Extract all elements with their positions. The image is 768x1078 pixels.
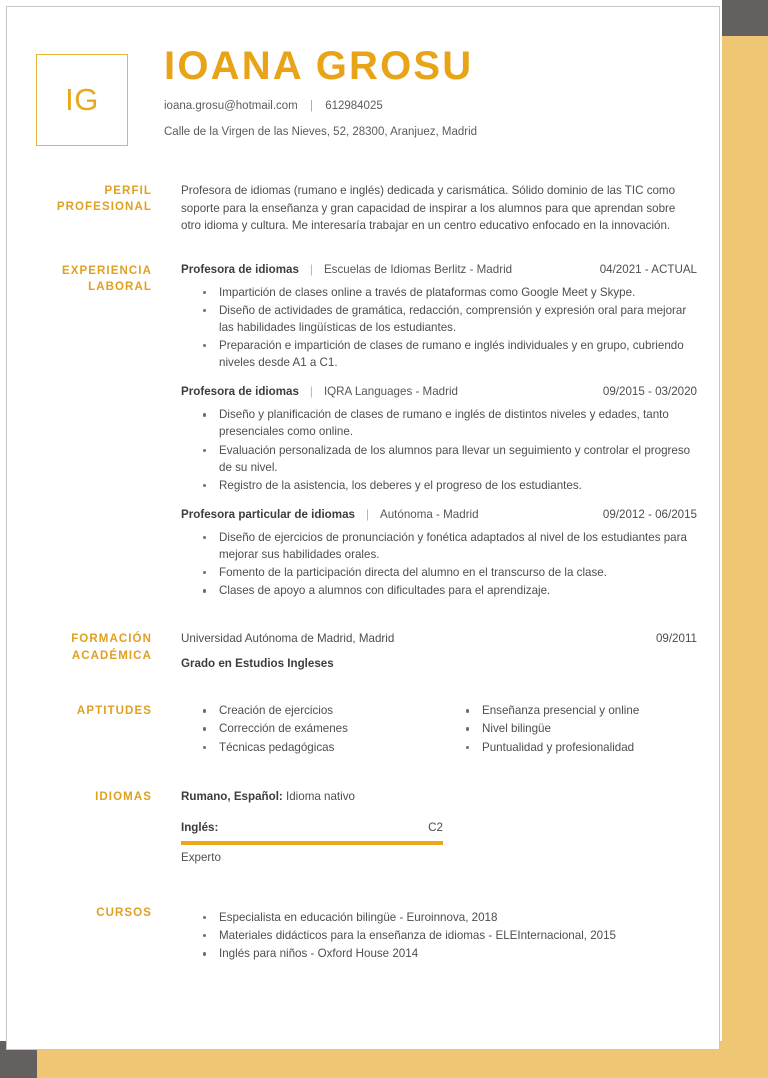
list-item: Fomento de la participación directa del alumno en el transcurso de la clase. — [181, 564, 697, 581]
experience-entry-header — [181, 384, 697, 401]
experience-entry — [181, 262, 697, 372]
section-education — [7, 630, 719, 672]
list-item: Materiales didácticos para la enseñanza de idiomas - ELEInternacional, 2015 — [181, 927, 697, 944]
skills-columns — [181, 702, 697, 756]
section-label-skills: APTITUDES — [76, 705, 152, 718]
section-languages — [7, 788, 719, 867]
education-degree: Grado en Estudios Ingleses — [181, 656, 334, 670]
list-item: Clases de apoyo a alumnos con dificultades para el aprendizaje. — [181, 582, 697, 599]
monogram-initials: IG — [65, 82, 99, 117]
list-item: Diseño y planificación de clases de rumano e inglés de distintos niveles y edades, tanto presenciales como online. — [181, 406, 697, 440]
header-text-block — [164, 38, 477, 142]
list-item: Puntualidad y profesionalidad — [444, 739, 697, 756]
skills-list-right — [444, 702, 697, 755]
section-label-education-line1: FORMACIÓN — [71, 633, 152, 646]
experience-entry — [181, 507, 697, 599]
language-native-entry — [181, 788, 697, 805]
language-progress-track — [181, 841, 443, 845]
section-body-courses — [152, 904, 697, 963]
education-school: Universidad Autónoma de Madrid, Madrid — [181, 632, 395, 646]
resume-header — [7, 7, 719, 146]
job-bullet-list — [181, 284, 697, 372]
section-label-languages: IDIOMAS — [95, 790, 152, 803]
job-dates: 04/2021 - ACTUAL — [599, 262, 697, 276]
section-label-courses: CURSOS — [96, 906, 152, 919]
list-item: Nivel bilingüe — [444, 720, 697, 737]
section-label-profile-line1: PERFIL — [104, 185, 152, 197]
courses-list — [181, 909, 697, 962]
list-item: Técnicas pedagógicas — [181, 739, 434, 756]
contact-line-primary — [164, 97, 477, 116]
experience-entry — [181, 384, 697, 494]
language-level-badge: C2 — [428, 821, 443, 835]
section-skills — [7, 702, 719, 756]
list-item: Diseño de ejercicios de pronunciación y fonética adaptados al nivel de los estudiantes para mejorar sus habilidades orales. — [181, 529, 697, 563]
decorative-gray-block-top-right — [722, 0, 768, 36]
section-label-profile-line2: PROFESIONAL — [56, 201, 152, 214]
list-item: Especialista en educación bilingüe - Euroinnova, 2018 — [181, 909, 697, 926]
section-label-experience-line2: LABORAL — [88, 281, 152, 294]
list-item: Corrección de exámenes — [181, 720, 434, 737]
skills-column-right — [444, 702, 697, 756]
section-body-languages — [152, 788, 697, 867]
section-label-education-line2: ACADÉMICA — [71, 649, 152, 662]
section-profile — [7, 182, 719, 235]
experience-entry-header — [181, 262, 697, 279]
contact-separator: | — [309, 99, 313, 112]
section-body-skills — [152, 702, 697, 756]
job-separator: | — [309, 262, 313, 276]
address-text: Calle de la Virgen de las Nieves, 52, 28300, Aranjuez, Madrid — [164, 126, 478, 139]
job-bullet-list — [181, 406, 697, 494]
list-item: Evaluación personalizada de los alumnos para llevar un seguimiento y controlar el progreso de su nivel. — [181, 442, 697, 476]
job-title: Profesora de idiomas — [181, 262, 299, 276]
skills-list-left — [181, 702, 434, 755]
section-courses — [7, 904, 719, 963]
job-bullet-list — [181, 529, 697, 600]
section-label-education — [36, 630, 152, 672]
job-title: Profesora particular de idiomas — [181, 507, 355, 521]
language-name: Inglés: — [181, 821, 219, 835]
language-native-value: Idioma nativo — [282, 789, 355, 803]
email-text: ioana.grosu@hotmail.com — [164, 99, 298, 112]
language-progress-fill — [181, 841, 443, 845]
section-body-education — [152, 630, 697, 672]
section-body-experience — [152, 262, 697, 601]
list-item: Registro de la asistencia, los deberes y el progreso de los estudiantes. — [181, 477, 697, 494]
profile-summary-text: Profesora de idiomas (rumano e inglés) dedicada y carismática. Sólido dominio de las TIC como soporte para la enseñanza y gran capacidad de inspirar a los alumnos para que aprendan sobre otro idioma y cultura. Me interesaría trabajar en un centro educativo enfocado en la innovación. — [181, 184, 676, 233]
language-proficiency-caption: Experto — [181, 851, 221, 865]
monogram-badge — [36, 54, 128, 146]
job-company: Autónoma - Madrid — [379, 507, 479, 521]
list-item: Enseñanza presencial y online — [444, 702, 697, 719]
job-dates: 09/2012 - 06/2015 — [602, 507, 697, 521]
list-item: Preparación e impartición de clases de rumano e inglés individuales y en grupo, cubriendo niveles desde A1 a C1. — [181, 337, 697, 371]
section-experience — [7, 262, 719, 601]
section-label-experience — [36, 262, 152, 601]
section-body-profile — [152, 182, 697, 235]
job-title: Profesora de idiomas — [181, 385, 299, 399]
list-item: Diseño de actividades de gramática, redacción, comprensión y expresión oral para mejorar las habilidades lingüísticas de los estudiantes. — [181, 302, 697, 336]
section-label-experience-line1: EXPERIENCIA — [61, 264, 152, 277]
list-item: Inglés para niños - Oxford House 2014 — [181, 945, 697, 962]
job-company: IQRA Languages - Madrid — [323, 385, 458, 399]
language-rated-entry — [181, 819, 443, 867]
job-company: Escuelas de Idiomas Berlitz - Madrid — [323, 262, 513, 276]
candidate-name: IOANA GROSU — [164, 44, 474, 88]
phone-text: 612984025 — [325, 99, 383, 112]
language-native-names: Rumano, Español: — [181, 789, 283, 803]
education-entry — [181, 630, 697, 647]
resume-page — [6, 6, 720, 1050]
list-item: Creación de ejercicios — [181, 702, 434, 719]
list-item: Impartición de clases online a través de plataformas como Google Meet y Skype. — [181, 284, 697, 301]
experience-entry-header — [181, 507, 697, 524]
education-date: 09/2011 — [655, 632, 697, 646]
section-label-profile — [36, 182, 152, 235]
language-rated-header — [181, 819, 443, 836]
job-separator: | — [365, 507, 369, 521]
job-dates: 09/2015 - 03/2020 — [602, 385, 697, 399]
decorative-yellow-band-right — [722, 36, 768, 1078]
job-separator: | — [309, 385, 313, 399]
skills-column-left — [181, 702, 444, 756]
